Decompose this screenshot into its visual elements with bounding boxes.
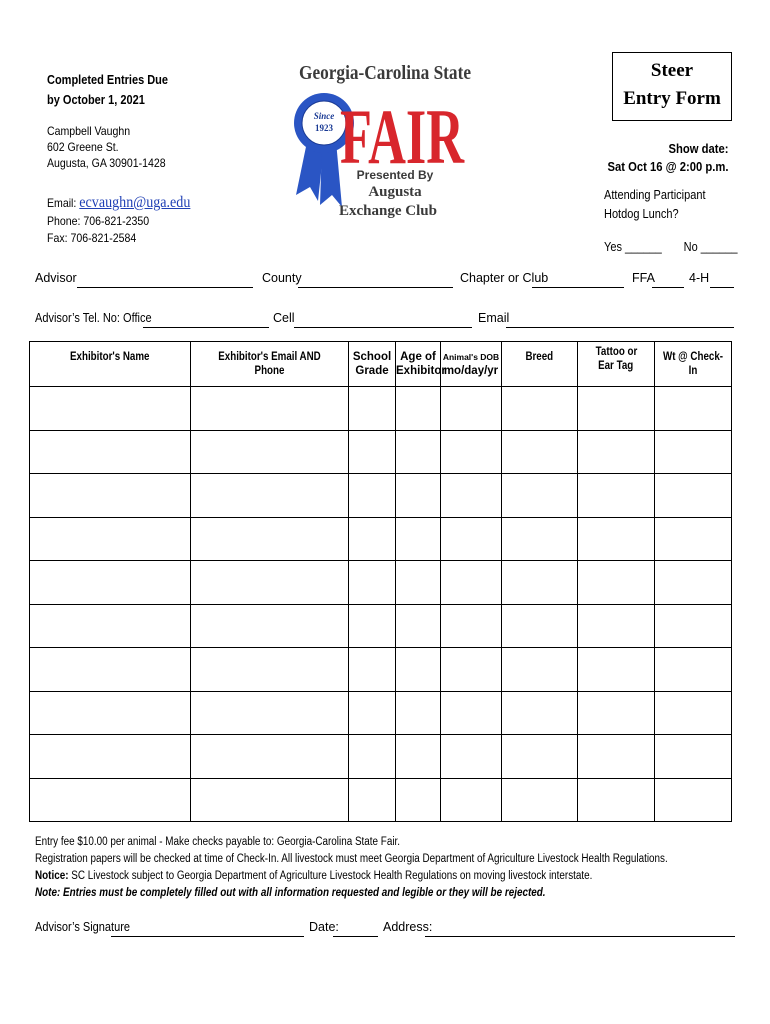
entry-cell[interactable] <box>578 430 655 474</box>
entry-cell[interactable] <box>349 648 396 692</box>
col-exhibitor-name: Exhibitor's Name <box>30 342 191 387</box>
email-link[interactable]: ecvaughn@uga.edu <box>79 194 191 211</box>
svg-text:1923: 1923 <box>315 123 333 133</box>
entry-cell[interactable] <box>396 691 441 735</box>
entry-cell[interactable] <box>578 387 655 431</box>
entry-cell[interactable] <box>502 604 578 648</box>
entry-cell[interactable] <box>30 691 191 735</box>
cell-phone-field[interactable] <box>294 315 472 328</box>
fair-logo <box>290 55 480 225</box>
entry-cell[interactable] <box>396 648 441 692</box>
table-row <box>30 604 732 648</box>
entry-cell[interactable] <box>191 648 349 692</box>
show-date: Show date: Sat Oct 16 @ 2:00 p.m. <box>606 142 728 174</box>
entries-due: Completed Entries Due by October 1, 2021 <box>47 73 169 107</box>
hotdog-question: Attending Participant Hotdog Lunch? <box>604 188 706 221</box>
entry-cell[interactable] <box>396 430 441 474</box>
contact-email: Email: ecvaughn@uga.edu <box>47 194 191 211</box>
entry-cell[interactable] <box>655 474 732 518</box>
col-email-phone: Exhibitor's Email AND Phone <box>191 342 349 387</box>
mailing-address: Campbell Vaughn 602 Greene St. Augusta, GA 30901-1428 <box>47 124 166 170</box>
fourh-label: 4-H <box>689 271 710 285</box>
table-row <box>30 691 732 735</box>
entry-cell[interactable] <box>578 648 655 692</box>
entry-cell[interactable] <box>191 561 349 605</box>
entry-cell[interactable] <box>441 387 502 431</box>
logo-club: Exchange Club <box>339 203 437 219</box>
signature-label: Advisor’s Signature <box>35 920 130 934</box>
entry-cell[interactable] <box>30 387 191 431</box>
ffa-field[interactable] <box>652 275 684 288</box>
entry-cell[interactable] <box>30 648 191 692</box>
county-label: County <box>262 271 302 285</box>
contact-phone-fax: Phone: 706-821-2350 Fax: 706-821-2584 <box>47 214 150 245</box>
entry-cell[interactable] <box>655 561 732 605</box>
entry-cell[interactable] <box>441 430 502 474</box>
col-school-grade: School Grade <box>349 342 396 387</box>
entry-cell[interactable] <box>441 517 502 561</box>
entry-cell[interactable] <box>349 778 396 822</box>
entry-cell[interactable] <box>655 387 732 431</box>
entry-cell[interactable] <box>502 778 578 822</box>
notes <box>35 834 668 902</box>
address-field[interactable] <box>425 924 735 937</box>
address-label: Address: <box>383 920 433 934</box>
registration-note: Registration papers will be checked at time of Check-In. All livestock must meet Georgia Department of Agriculture Livestock Health Regulations. <box>35 853 668 865</box>
entry-cell[interactable] <box>349 387 396 431</box>
entry-cell[interactable] <box>502 561 578 605</box>
chapter-label: Chapter or Club <box>460 271 549 285</box>
entry-cell[interactable] <box>655 735 732 779</box>
entry-cell[interactable] <box>655 517 732 561</box>
entry-cell[interactable] <box>655 430 732 474</box>
entry-cell[interactable] <box>349 691 396 735</box>
entry-cell[interactable] <box>396 517 441 561</box>
entry-cell[interactable] <box>578 604 655 648</box>
chapter-field[interactable] <box>532 275 624 288</box>
entry-cell[interactable] <box>191 430 349 474</box>
entry-cell[interactable] <box>349 430 396 474</box>
entry-cell[interactable] <box>578 561 655 605</box>
col-tattoo: Tattoo or Ear Tag <box>578 342 655 387</box>
entry-cell[interactable] <box>502 474 578 518</box>
table-row <box>30 474 732 518</box>
entry-cell[interactable] <box>441 778 502 822</box>
advisor-email-field[interactable] <box>506 315 734 328</box>
entry-cell[interactable] <box>578 735 655 779</box>
entry-cell[interactable] <box>502 387 578 431</box>
entry-cell[interactable] <box>441 604 502 648</box>
entry-cell[interactable] <box>30 604 191 648</box>
date-field[interactable] <box>333 924 378 937</box>
entry-cell[interactable] <box>578 778 655 822</box>
hotdog-no[interactable]: No ______ <box>683 240 738 254</box>
entry-cell[interactable] <box>191 387 349 431</box>
entry-cell[interactable] <box>396 561 441 605</box>
fee-note: Entry fee $10.00 per animal - Make checks payable to: Georgia-Carolina State Fair. <box>35 836 401 848</box>
entry-cell[interactable] <box>502 648 578 692</box>
county-field[interactable] <box>298 275 453 288</box>
entry-cell[interactable] <box>655 604 732 648</box>
entry-cell[interactable] <box>30 778 191 822</box>
table-header-row <box>30 342 732 387</box>
col-age: Age of Exhibitor <box>396 342 441 387</box>
advisor-field[interactable] <box>77 275 253 288</box>
entry-cell[interactable] <box>441 648 502 692</box>
entry-rows <box>30 387 732 822</box>
entry-cell[interactable] <box>30 735 191 779</box>
entry-cell[interactable] <box>191 778 349 822</box>
entry-cell[interactable] <box>349 517 396 561</box>
entry-cell[interactable] <box>191 691 349 735</box>
entry-cell[interactable] <box>578 517 655 561</box>
entry-cell[interactable] <box>349 604 396 648</box>
entry-cell[interactable] <box>502 517 578 561</box>
tel-label: Advisor’s Tel. No: Office <box>35 311 152 325</box>
entry-cell[interactable] <box>396 387 441 431</box>
table-row <box>30 648 732 692</box>
entry-cell[interactable] <box>655 778 732 822</box>
col-dob: Animal's DOB mo/day/yr <box>441 342 502 387</box>
entry-cell[interactable] <box>578 691 655 735</box>
entry-cell[interactable] <box>349 735 396 779</box>
signature-field[interactable] <box>111 924 304 937</box>
hotdog-yes[interactable]: Yes ______ <box>604 240 662 254</box>
table-row <box>30 517 732 561</box>
entry-cell[interactable] <box>441 474 502 518</box>
hotdog-answer <box>604 240 738 254</box>
table-row <box>30 561 732 605</box>
logo-presented: Presented By <box>356 168 434 182</box>
ffa-label: FFA <box>632 271 655 285</box>
entries-table <box>29 341 732 822</box>
office-phone-field[interactable] <box>143 315 269 328</box>
advisor-label: Advisor <box>35 271 77 285</box>
col-breed: Breed <box>502 342 578 387</box>
svg-text:Since: Since <box>313 111 335 121</box>
entry-cell[interactable] <box>578 474 655 518</box>
table-row <box>30 778 732 822</box>
table-row <box>30 735 732 779</box>
entry-cell[interactable] <box>30 561 191 605</box>
table-row <box>30 387 732 431</box>
entry-cell[interactable] <box>30 474 191 518</box>
entry-cell[interactable] <box>502 691 578 735</box>
entry-cell[interactable] <box>191 604 349 648</box>
entry-cell[interactable] <box>441 561 502 605</box>
date-label: Date: <box>309 920 339 934</box>
entry-cell[interactable] <box>441 691 502 735</box>
entry-cell[interactable] <box>396 778 441 822</box>
logo-title: Georgia-Carolina State <box>299 62 472 84</box>
entry-cell[interactable] <box>396 735 441 779</box>
entry-cell[interactable] <box>396 604 441 648</box>
logo-augusta: Augusta <box>368 184 422 200</box>
logo-fair-word: FAIR <box>340 93 466 180</box>
fourh-field[interactable] <box>710 275 734 288</box>
entry-cell[interactable] <box>655 691 732 735</box>
entry-cell[interactable] <box>191 474 349 518</box>
form-title: Steer Entry Form <box>612 52 732 121</box>
cell-label: Cell <box>273 311 295 325</box>
entry-cell[interactable] <box>349 474 396 518</box>
table-row <box>30 430 732 474</box>
email-label: Email <box>478 311 510 325</box>
entry-cell[interactable] <box>191 735 349 779</box>
entry-cell[interactable] <box>191 517 349 561</box>
entry-cell[interactable] <box>502 735 578 779</box>
entry-cell[interactable] <box>349 561 396 605</box>
entry-cell[interactable] <box>396 474 441 518</box>
entry-cell[interactable] <box>441 735 502 779</box>
col-weight: Wt @ Check-In <box>655 342 732 387</box>
entry-cell[interactable] <box>655 648 732 692</box>
rejection-note: Note: Entries must be completely filled out with all information requested and legible or they will be rejected. <box>35 887 546 899</box>
notice-note: Notice: SC Livestock subject to Georgia Department of Agriculture Livestock Health Regulations on moving livestock interstate. <box>35 870 593 882</box>
entry-cell[interactable] <box>30 517 191 561</box>
entry-cell[interactable] <box>502 430 578 474</box>
entry-cell[interactable] <box>30 430 191 474</box>
